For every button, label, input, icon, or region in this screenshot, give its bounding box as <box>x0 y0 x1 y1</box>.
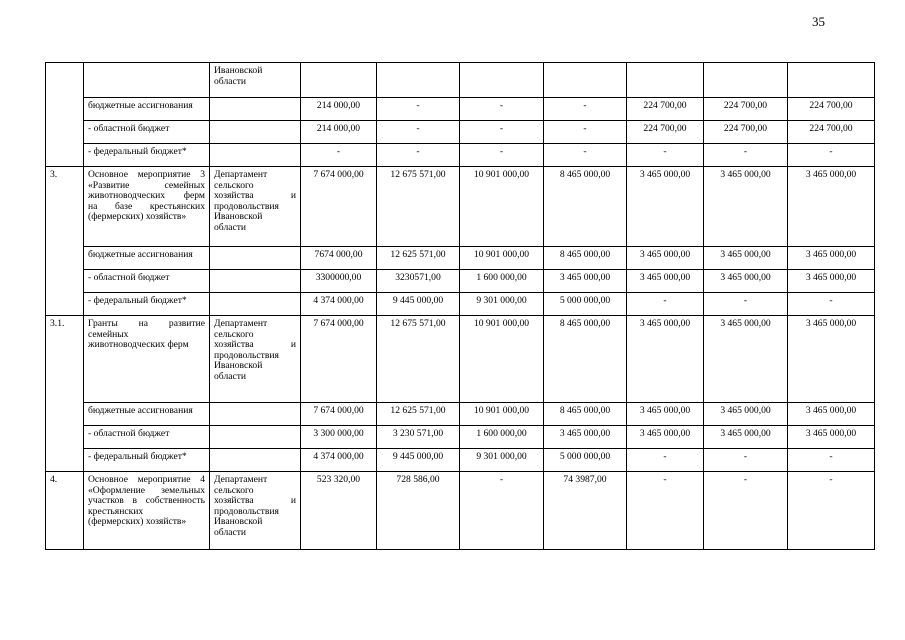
value-cell-year-2: 3 230 571,00 <box>377 426 460 449</box>
value-cell-year-1: 7 674 000,00 <box>301 403 377 426</box>
table-row <box>46 121 875 144</box>
measure-name-line: семейных <box>88 328 129 340</box>
measure-name-line: животноводческих ферм <box>88 339 189 351</box>
executor-line: хозяйства и <box>214 495 296 507</box>
value-cell-year-3: 9 301 000,00 <box>460 293 544 316</box>
value-cell-year-5 <box>627 63 704 98</box>
value-cell-year-5: 3 465 000,00 <box>627 403 704 426</box>
measure-name-cell <box>84 472 210 550</box>
executor-line: продовольствия <box>214 349 279 361</box>
value-cell-year-6: 3 465 000,00 <box>704 426 788 449</box>
executor-cell <box>210 449 301 472</box>
value-cell-year-6: 224 700,00 <box>704 98 788 121</box>
value-cell-year-6: 3 465 000,00 <box>704 247 788 270</box>
measure-name-line: Гранты на развитие <box>88 318 205 329</box>
value-cell-year-3: 10 901 000,00 <box>460 167 544 247</box>
measure-name-line: «Развитие семейных <box>88 179 205 191</box>
row-index-cell <box>46 167 84 316</box>
executor-cell <box>210 167 301 247</box>
value-cell-year-3 <box>460 63 544 98</box>
value-cell-year-2: 12 625 571,00 <box>377 247 460 270</box>
measure-name-cell <box>84 247 210 270</box>
table-row <box>46 316 875 403</box>
value-cell-year-4: 5 000 000,00 <box>544 449 627 472</box>
value-cell-year-4: - <box>544 144 627 167</box>
value-cell-year-3: - <box>460 98 544 121</box>
table-row <box>46 403 875 426</box>
value-cell-year-7: - <box>788 472 875 550</box>
measure-name-line: на базе крестьянских <box>88 200 205 212</box>
value-cell-year-2: 9 445 000,00 <box>377 449 460 472</box>
value-cell-year-5: - <box>627 472 704 550</box>
executor-cell <box>210 270 301 293</box>
table-row <box>46 167 875 247</box>
value-cell-year-5: - <box>627 449 704 472</box>
measure-name-line: «Оформление земельных <box>88 484 205 496</box>
table-row <box>46 426 875 449</box>
value-cell-year-5: 3 465 000,00 <box>627 426 704 449</box>
measure-name-line: Основное мероприятие 3 <box>88 169 205 180</box>
measure-name-cell <box>84 63 210 98</box>
value-cell-year-3: 10 901 000,00 <box>460 316 544 403</box>
value-cell-year-1: 4 374 000,00 <box>301 293 377 316</box>
value-cell-year-2: 9 445 000,00 <box>377 293 460 316</box>
executor-cell <box>210 293 301 316</box>
table-row <box>46 247 875 270</box>
value-cell-year-4: 8 465 000,00 <box>544 403 627 426</box>
measure-name-line: животноводческих ферм <box>88 190 205 202</box>
value-cell-year-1: 7 674 000,00 <box>301 167 377 247</box>
page-number: 35 <box>812 14 825 29</box>
measure-name: - федеральный бюджет* <box>88 451 187 462</box>
value-cell-year-4: 8 465 000,00 <box>544 316 627 403</box>
value-cell-year-6: - <box>704 293 788 316</box>
executor-line: сельского <box>214 179 254 191</box>
executor-line: Департамент <box>214 318 268 329</box>
value-cell-year-4: 74 3987,00 <box>544 472 627 550</box>
value-cell-year-1: 3300000,00 <box>301 270 377 293</box>
value-cell-year-6: - <box>704 472 788 550</box>
measure-name: - областной бюджет <box>88 428 170 439</box>
value-cell-year-5: 224 700,00 <box>627 121 704 144</box>
executor-line: сельского <box>214 328 254 340</box>
value-cell-year-5: 224 700,00 <box>627 98 704 121</box>
value-cell-year-6 <box>704 63 788 98</box>
value-cell-year-4: 3 465 000,00 <box>544 426 627 449</box>
value-cell-year-4 <box>544 63 627 98</box>
table-row <box>46 63 875 98</box>
measure-name-line: крестьянских <box>88 505 144 517</box>
value-cell-year-7: 3 465 000,00 <box>788 403 875 426</box>
executor-line: области <box>214 75 247 87</box>
value-cell-year-4: 3 465 000,00 <box>544 270 627 293</box>
executor-line: сельского <box>214 484 254 496</box>
measure-name-line: (фермерских) хозяйств» <box>88 211 187 223</box>
measure-name-line: участков в собственность <box>88 495 205 507</box>
executor-line: области <box>214 221 247 233</box>
value-cell-year-2 <box>377 63 460 98</box>
value-cell-year-2: 728 586,00 <box>377 472 460 550</box>
measure-name: - федеральный бюджет* <box>88 146 187 157</box>
measure-name-line: (фермерских) хозяйств» <box>88 516 187 528</box>
value-cell-year-5: 3 465 000,00 <box>627 316 704 403</box>
value-cell-year-3: 10 901 000,00 <box>460 247 544 270</box>
row-index: 3.1. <box>50 318 65 329</box>
value-cell-year-4: 8 465 000,00 <box>544 247 627 270</box>
value-cell-year-7: 3 465 000,00 <box>788 316 875 403</box>
row-index-cell <box>46 316 84 472</box>
table-row <box>46 270 875 293</box>
measure-name: бюджетные ассигнования <box>88 405 193 416</box>
executor-cell <box>210 316 301 403</box>
executor-cell <box>210 98 301 121</box>
measure-name-cell <box>84 98 210 121</box>
value-cell-year-1: - <box>301 144 377 167</box>
value-cell-year-2: 12 625 571,00 <box>377 403 460 426</box>
value-cell-year-1 <box>301 63 377 98</box>
row-index-cell <box>46 472 84 550</box>
value-cell-year-7: - <box>788 144 875 167</box>
measure-name-cell <box>84 449 210 472</box>
value-cell-year-7: 3 465 000,00 <box>788 247 875 270</box>
value-cell-year-2: 12 675 571,00 <box>377 167 460 247</box>
value-cell-year-7: 3 465 000,00 <box>788 426 875 449</box>
executor-cell <box>210 121 301 144</box>
value-cell-year-7: 224 700,00 <box>788 121 875 144</box>
executor-cell <box>210 247 301 270</box>
measure-name: - областной бюджет <box>88 272 170 283</box>
value-cell-year-1: 7 674 000,00 <box>301 316 377 403</box>
value-cell-year-5: - <box>627 293 704 316</box>
executor-line: продовольствия <box>214 200 279 212</box>
measure-name: - федеральный бюджет* <box>88 295 187 306</box>
executor-line: Департамент <box>214 169 268 180</box>
executor-line: Ивановской <box>214 65 263 76</box>
value-cell-year-3: - <box>460 144 544 167</box>
measure-name-cell <box>84 144 210 167</box>
value-cell-year-6: - <box>704 449 788 472</box>
executor-line: хозяйства и <box>214 339 296 351</box>
budget-table <box>45 62 875 550</box>
row-index: 3. <box>50 169 58 180</box>
value-cell-year-1: 3 300 000,00 <box>301 426 377 449</box>
value-cell-year-2: - <box>377 98 460 121</box>
value-cell-year-6: 3 465 000,00 <box>704 167 788 247</box>
value-cell-year-7 <box>788 63 875 98</box>
measure-name-cell <box>84 403 210 426</box>
executor-line: Департамент <box>214 474 268 485</box>
executor-cell <box>210 144 301 167</box>
measure-name-cell <box>84 316 210 403</box>
value-cell-year-6: 3 465 000,00 <box>704 403 788 426</box>
executor-cell <box>210 426 301 449</box>
value-cell-year-5: 3 465 000,00 <box>627 247 704 270</box>
executor-line: Ивановской <box>214 211 263 223</box>
executor-cell <box>210 403 301 426</box>
table-row <box>46 293 875 316</box>
value-cell-year-5: 3 465 000,00 <box>627 270 704 293</box>
measure-name-cell <box>84 270 210 293</box>
value-cell-year-7: - <box>788 449 875 472</box>
table-row <box>46 449 875 472</box>
value-cell-year-2: 12 675 571,00 <box>377 316 460 403</box>
value-cell-year-5: - <box>627 144 704 167</box>
value-cell-year-6: - <box>704 144 788 167</box>
value-cell-year-4: - <box>544 121 627 144</box>
value-cell-year-7: 224 700,00 <box>788 98 875 121</box>
executor-cell <box>210 472 301 550</box>
value-cell-year-3: 1 600 000,00 <box>460 426 544 449</box>
value-cell-year-4: 5 000 000,00 <box>544 293 627 316</box>
row-index: 4. <box>50 474 58 485</box>
value-cell-year-3: - <box>460 472 544 550</box>
value-cell-year-2: 3230571,00 <box>377 270 460 293</box>
value-cell-year-1: 523 320,00 <box>301 472 377 550</box>
executor-cell <box>210 63 301 98</box>
measure-name-cell <box>84 293 210 316</box>
value-cell-year-1: 4 374 000,00 <box>301 449 377 472</box>
value-cell-year-1: 214 000,00 <box>301 121 377 144</box>
value-cell-year-3: 1 600 000,00 <box>460 270 544 293</box>
measure-name: бюджетные ассигнования <box>88 249 193 260</box>
value-cell-year-3: 10 901 000,00 <box>460 403 544 426</box>
value-cell-year-5: 3 465 000,00 <box>627 167 704 247</box>
table-row <box>46 98 875 121</box>
executor-line: области <box>214 370 247 382</box>
row-index-cell <box>46 63 84 167</box>
table-row <box>46 144 875 167</box>
executor-line: хозяйства и <box>214 190 296 202</box>
table-row <box>46 472 875 550</box>
value-cell-year-2: - <box>377 144 460 167</box>
measure-name-cell <box>84 121 210 144</box>
executor-line: Ивановской <box>214 360 263 372</box>
executor-line: Ивановской <box>214 516 263 528</box>
value-cell-year-6: 3 465 000,00 <box>704 270 788 293</box>
value-cell-year-7: 3 465 000,00 <box>788 167 875 247</box>
value-cell-year-3: 9 301 000,00 <box>460 449 544 472</box>
measure-name-cell <box>84 426 210 449</box>
value-cell-year-4: 8 465 000,00 <box>544 167 627 247</box>
value-cell-year-3: - <box>460 121 544 144</box>
value-cell-year-1: 7674 000,00 <box>301 247 377 270</box>
executor-line: области <box>214 526 247 538</box>
executor-line: продовольствия <box>214 505 279 517</box>
value-cell-year-2: - <box>377 121 460 144</box>
measure-name: - областной бюджет <box>88 123 170 134</box>
measure-name-cell <box>84 167 210 247</box>
value-cell-year-1: 214 000,00 <box>301 98 377 121</box>
value-cell-year-6: 224 700,00 <box>704 121 788 144</box>
value-cell-year-4: - <box>544 98 627 121</box>
measure-name-line: Основное мероприятие 4 <box>88 474 205 485</box>
value-cell-year-7: 3 465 000,00 <box>788 270 875 293</box>
value-cell-year-7: - <box>788 293 875 316</box>
value-cell-year-6: 3 465 000,00 <box>704 316 788 403</box>
measure-name: бюджетные ассигнования <box>88 100 193 111</box>
